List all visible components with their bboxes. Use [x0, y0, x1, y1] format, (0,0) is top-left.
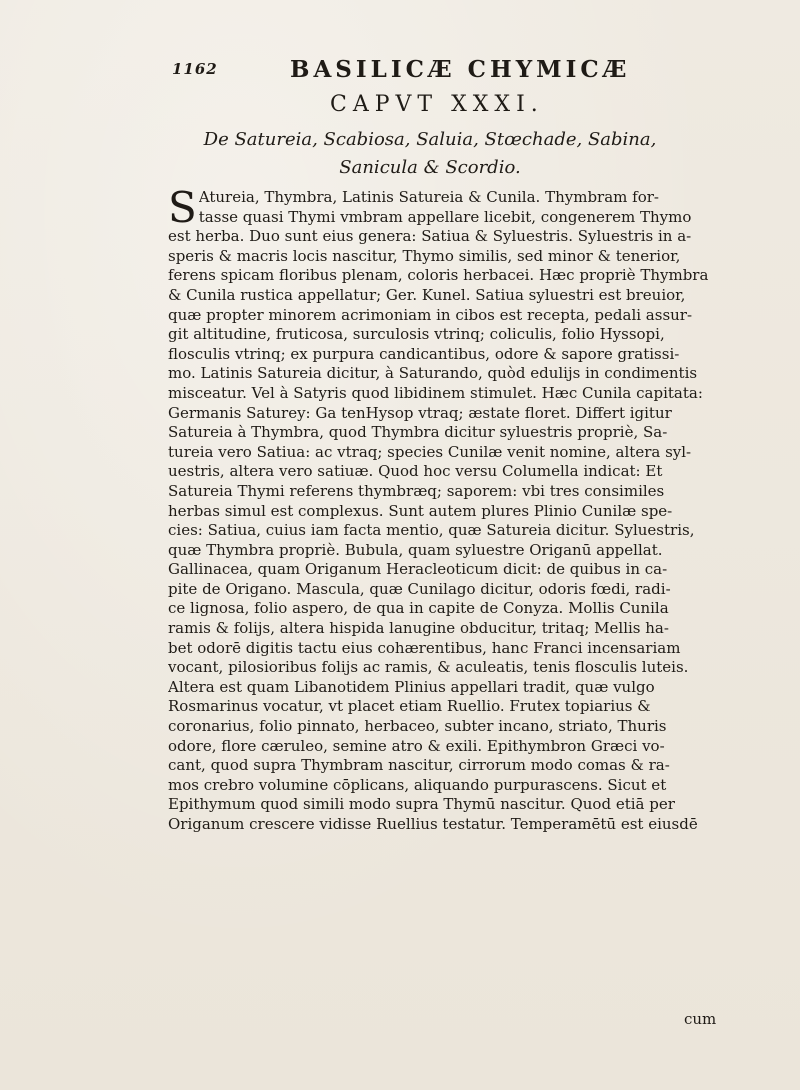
text-line: herbas simul est complexus. Sunt autem plures Plinio Cunilæ spe-: [168, 501, 673, 520]
text-line: coronarius, folio pinnato, herbaceo, subter incano, striato, Thuris: [168, 717, 667, 736]
text-line: odore, flore cæruleo, semine atro & exili. Epithymbron Græci vo-: [168, 736, 665, 755]
text-line: Atureia, Thymbra, Latinis Satureia & Cunila. Thymbram for-: [198, 188, 659, 206]
text-line: git altitudine, fruticosa, surculosis vtrinq; coliculis, folio Hyssopi,: [168, 325, 665, 344]
chapter-heading: CAPVT XXXI.: [330, 92, 544, 117]
text-line: Satureia à Thymbra, quod Thymbra dicitur syluestris propriè, Sa-: [168, 423, 668, 442]
text-line: pite de Origano. Mascula, quæ Cunilago dicitur, odoris fœdi, radi-: [168, 579, 671, 598]
text-line: tasse quasi Thymi vmbram appellare licebit, congenerem Thymo: [198, 207, 692, 226]
chapter-title: [150, 126, 710, 182]
page-header: [172, 56, 672, 90]
text-line: bet odorē digitis tactu eius cohærentibus, hanc Franci incensariam: [168, 638, 681, 657]
catchword: cum: [684, 1010, 717, 1028]
text-line: Altera est quam Libanotidem Plinius appellari tradit, quæ vulgo: [168, 677, 655, 696]
chapter-title-line: Sanicula & Scordio.: [339, 157, 521, 178]
text-line: ce lignosa, folio aspero, de qua in capite de Conyza. Mollis Cunila: [168, 599, 669, 618]
text-line: Origanum crescere vidisse Ruellius testatur. Temperamētū est eiusdē: [168, 815, 698, 833]
text-line: est herba. Duo sunt eius genera: Satiua & Syluestris. Syluestris in a-: [168, 227, 692, 246]
text-line: Gallinacea, quam Origanum Heracleoticum dicit: de quibus in ca-: [168, 560, 668, 579]
text-line: quæ Thymbra propriè. Bubula, quam syluestre Origanū appellat.: [168, 540, 663, 559]
text-line: uestris, altera vero satiuæ. Quod hoc versu Columella indicat: Et: [168, 462, 663, 481]
text-line: ramis & folijs, altera hispida lanugine obducitur, tritaq; Mellis ha-: [168, 619, 669, 638]
chapter-title-line: De Satureia, Scabiosa, Saluia, Stœchade, Sabina,: [203, 129, 657, 150]
text-line: & Cunila rustica appellatur; Ger. Kunel. Satiua syluestri est breuior,: [168, 285, 686, 304]
text-line: speris & macris locis nascitur, Thymo similis, sed minor & tenerior,: [168, 246, 681, 265]
body-text: [168, 183, 728, 835]
text-line: flosculis vtrinq; ex purpura candicantibus, odore & sapore gratissi-: [168, 344, 680, 363]
text-line: vocant, pilosioribus folijs ac ramis, & aculeatis, tenis flosculis luteis.: [168, 658, 689, 677]
running-head: BASILICÆ CHYMICÆ: [290, 56, 631, 83]
text-line: Satureia Thymi referens thymbræq; saporem: vbi tres consimiles: [168, 481, 665, 500]
page-number: 1162: [172, 60, 218, 78]
drop-cap: S: [168, 183, 197, 232]
text-line: mos crebro volumine cōplicans, aliquando purpurascens. Sicut et: [168, 775, 667, 794]
text-line: mo. Latinis Satureia dicitur, à Saturando, quòd edulijs in condimentis: [168, 364, 698, 383]
text-line: cant, quod supra Thymbram nascitur, cirrorum modo comas & ra-: [168, 756, 670, 775]
text-line: misceatur. Vel à Satyris quod libidinem stimulet. Hæc Cunila capitata:: [168, 383, 703, 402]
text-line: quæ propter minorem acrimoniam in cibos est recepta, pedali assur-: [168, 305, 693, 324]
text-line: Germanis Saturey: Ga tenHysop vtraq; æstate floret. Differt igitur: [168, 403, 672, 422]
text-line: cies: Satiua, cuius iam facta mentio, quæ Satureia dicitur. Syluestris,: [168, 521, 695, 540]
text-line: ferens spicam floribus plenam, coloris herbacei. Hæc propriè Thymbra: [168, 266, 709, 285]
text-line: tureia vero Satiua: ac vtraq; species Cunilæ venit nomine, altera syl-: [168, 442, 692, 461]
text-line: Rosmarinus vocatur, vt placet etiam Ruellio. Frutex topiarius &: [168, 697, 651, 716]
text-line: Epithymum quod simili modo supra Thymū nascitur. Quod etiā per: [168, 795, 675, 814]
